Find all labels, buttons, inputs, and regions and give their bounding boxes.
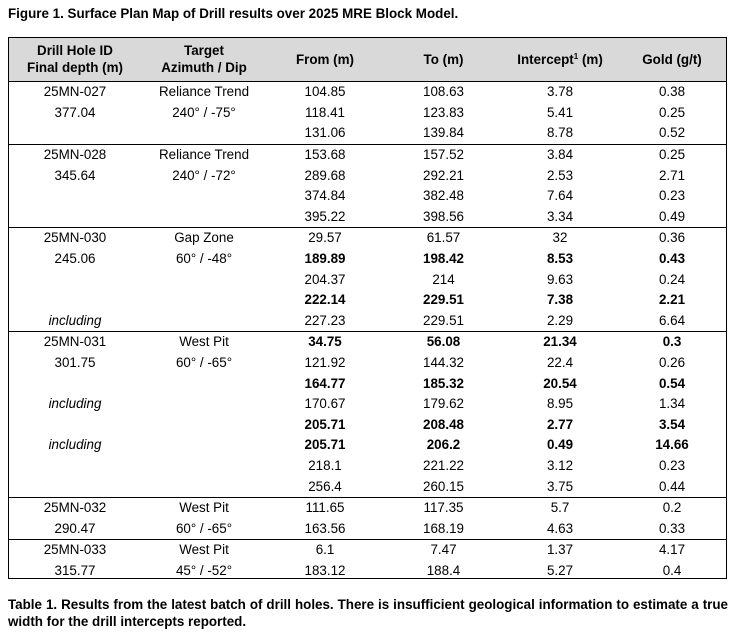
table-row: [8, 540, 727, 561]
target-cell: Reliance Trend: [158, 147, 250, 163]
header-drill-hole-line2: Final depth (m): [27, 60, 123, 75]
gold-cell: 0.4: [662, 562, 682, 578]
intercept-cell: 2.29: [546, 312, 574, 328]
to-cell: 61.57: [426, 230, 461, 246]
table-caption: Table 1. Results from the latest batch of drill holes. There is insufficient geological information to estimate a true width for the drill intercepts reported.: [8, 597, 728, 629]
figure-caption: Figure 1. Surface Plan Map of Drill results over 2025 MRE Block Model.: [8, 6, 459, 21]
table-row: [8, 332, 727, 353]
to-cell: 185.32: [423, 375, 464, 391]
table-row: [8, 353, 727, 374]
table-header-row: [8, 37, 727, 82]
drill-hole-cell: [8, 186, 142, 207]
target-cell: 60° / -48°: [175, 251, 233, 267]
from-cell: 170.67: [304, 396, 346, 412]
gold-cell: 0.52: [658, 125, 686, 141]
drill-hole-cell: 25MN-030: [43, 230, 107, 246]
header-gold: Gold (g/t): [617, 37, 727, 82]
target-cell: 240° / -72°: [172, 167, 236, 183]
gold-cell: 1.34: [658, 396, 686, 412]
from-cell: 131.06: [304, 125, 346, 141]
header-intercept: [503, 37, 617, 82]
table-row: [8, 186, 727, 207]
to-cell: 292.21: [423, 167, 464, 183]
from-cell: 256.4: [308, 478, 342, 494]
drill-hole-cell: including: [48, 396, 102, 412]
table-row: [8, 290, 727, 311]
intercept-cell: 5.41: [546, 104, 574, 120]
drill-hole-cell: 25MN-027: [43, 84, 107, 100]
to-cell: 144.32: [423, 355, 464, 371]
target-cell: 60° / -65°: [175, 355, 233, 371]
from-cell: 227.23: [304, 312, 346, 328]
to-cell: 229.51: [423, 312, 464, 328]
table-row: [8, 207, 727, 228]
from-cell: 29.57: [308, 230, 342, 246]
drill-hole-cell: 377.04: [54, 104, 96, 120]
from-cell: 374.84: [304, 188, 346, 204]
header-target-line2: Azimuth / Dip: [161, 60, 247, 75]
intercept-cell: 20.54: [543, 375, 577, 391]
drill-hole-cell: including: [48, 312, 102, 328]
target-cell: [142, 123, 266, 144]
hole-group: [8, 540, 727, 582]
to-cell: 179.62: [423, 396, 464, 412]
drill-hole-cell: 345.64: [54, 167, 96, 183]
target-cell: West Pit: [179, 500, 229, 516]
header-target: [142, 37, 266, 82]
table-row: [8, 123, 727, 144]
intercept-cell: 4.63: [546, 520, 574, 536]
target-cell: [142, 311, 266, 332]
hole-group: [8, 332, 727, 498]
to-cell: 260.15: [423, 478, 464, 494]
header-drill-hole: [8, 37, 142, 82]
table-row: [8, 476, 727, 497]
intercept-cell: 21.34: [543, 334, 577, 350]
drill-hole-cell: 301.75: [54, 355, 96, 371]
header-intercept-unit: (m): [578, 51, 603, 67]
gold-cell: 2.71: [658, 167, 686, 183]
intercept-cell: 3.12: [546, 457, 574, 473]
intercept-cell: 1.37: [546, 542, 574, 558]
table-row: [8, 228, 727, 249]
header-drill-hole-line1: Drill Hole ID: [37, 43, 113, 58]
from-cell: 205.71: [304, 437, 346, 453]
target-cell: [142, 373, 266, 394]
to-cell: 139.84: [423, 125, 464, 141]
table-row: [8, 435, 727, 456]
target-cell: Reliance Trend: [158, 84, 250, 100]
from-cell: 395.22: [304, 208, 346, 224]
gold-cell: 0.3: [662, 334, 682, 350]
table-row: [8, 249, 727, 270]
to-cell: 56.08: [426, 334, 461, 350]
drill-hole-cell: [8, 207, 142, 228]
to-cell: 157.52: [423, 147, 464, 163]
target-cell: [142, 435, 266, 456]
table-row: [8, 456, 727, 477]
gold-cell: 2.21: [658, 292, 686, 308]
to-cell: 117.35: [423, 500, 464, 516]
intercept-cell: 0.49: [546, 437, 574, 453]
gold-cell: 0.25: [658, 104, 686, 120]
drill-results-table: [8, 37, 727, 581]
drill-hole-cell: 290.47: [54, 520, 96, 536]
gold-cell: 0.33: [658, 520, 686, 536]
intercept-cell: 22.4: [546, 355, 574, 371]
target-cell: [142, 186, 266, 207]
to-cell: 168.19: [423, 520, 464, 536]
gold-cell: 0.43: [658, 251, 686, 267]
gold-cell: 6.64: [658, 312, 686, 328]
drill-hole-cell: [8, 456, 142, 477]
target-cell: [142, 415, 266, 436]
to-cell: 221.22: [423, 457, 464, 473]
from-cell: 118.41: [305, 104, 345, 120]
from-cell: 153.68: [304, 147, 346, 163]
intercept-cell: 5.27: [546, 562, 574, 578]
from-cell: 121.92: [304, 355, 346, 371]
intercept-cell: 9.63: [546, 271, 574, 287]
target-cell: 45° / -52°: [175, 562, 233, 578]
intercept-cell: 2.77: [546, 416, 574, 432]
from-cell: 204.37: [304, 271, 346, 287]
target-cell: [142, 394, 266, 415]
drill-hole-cell: [8, 290, 142, 311]
drill-hole-cell: [8, 476, 142, 497]
header-to: To (m): [384, 37, 503, 82]
to-cell: 198.42: [423, 251, 464, 267]
intercept-cell: 3.34: [546, 208, 574, 224]
intercept-cell: 32: [552, 230, 568, 246]
from-cell: 218.1: [308, 457, 342, 473]
header-target-line1: Target: [184, 43, 224, 58]
from-cell: 104.85: [304, 84, 346, 100]
header-from: From (m): [266, 37, 384, 82]
gold-cell: 14.66: [655, 437, 689, 453]
table-row: [8, 103, 727, 124]
intercept-cell: 8.53: [546, 251, 574, 267]
intercept-cell: 3.78: [546, 84, 574, 100]
to-cell: 398.56: [423, 208, 464, 224]
intercept-cell: 3.84: [546, 147, 574, 163]
target-cell: [142, 269, 266, 290]
drill-hole-cell: 25MN-028: [43, 147, 107, 163]
header-intercept-label: Intercept: [517, 51, 574, 67]
hole-group: [8, 82, 727, 145]
gold-cell: 0.44: [658, 478, 686, 494]
table-row: [8, 561, 727, 582]
hole-group: [8, 497, 727, 539]
gold-cell: 0.54: [658, 375, 686, 391]
drill-hole-cell: [8, 373, 142, 394]
drill-hole-cell: 245.06: [54, 251, 96, 267]
gold-cell: 0.24: [658, 271, 686, 287]
table-row: [8, 415, 727, 436]
drill-hole-cell: 25MN-032: [43, 500, 107, 516]
intercept-cell: 3.75: [546, 478, 574, 494]
from-cell: 34.75: [308, 334, 342, 350]
gold-cell: 0.25: [658, 147, 686, 163]
from-cell: 163.56: [304, 520, 346, 536]
intercept-cell: 5.7: [550, 500, 570, 516]
from-cell: 183.12: [304, 562, 346, 578]
hole-group: [8, 228, 727, 332]
drill-hole-cell: [8, 415, 142, 436]
from-cell: 189.89: [304, 251, 346, 267]
target-cell: 60° / -65°: [175, 520, 233, 536]
table-row: [8, 82, 727, 103]
to-cell: 7.47: [430, 542, 457, 558]
intercept-cell: 2.53: [546, 167, 574, 183]
target-cell: [142, 207, 266, 228]
table-row: [8, 311, 727, 332]
intercept-cell: 7.38: [546, 292, 574, 308]
gold-cell: 0.26: [658, 355, 686, 371]
hole-group: [8, 144, 727, 227]
from-cell: 222.14: [304, 292, 346, 308]
intercept-cell: 7.64: [546, 188, 574, 204]
to-cell: 382.48: [423, 188, 464, 204]
target-cell: Gap Zone: [174, 230, 234, 246]
gold-cell: 0.36: [658, 230, 686, 246]
from-cell: 164.77: [304, 375, 346, 391]
to-cell: 123.83: [423, 104, 464, 120]
table-row: [8, 518, 727, 539]
gold-cell: 3.54: [658, 416, 686, 432]
drill-hole-cell: [8, 123, 142, 144]
drill-hole-cell: 25MN-031: [43, 334, 107, 350]
from-cell: 205.71: [304, 416, 346, 432]
gold-cell: 0.49: [658, 208, 686, 224]
table-row: [8, 497, 727, 518]
to-cell: 229.51: [423, 292, 464, 308]
to-cell: 214: [432, 271, 455, 287]
drill-hole-cell: including: [48, 437, 102, 453]
to-cell: 188.4: [426, 562, 461, 578]
to-cell: 206.2: [426, 437, 461, 453]
from-cell: 111.65: [305, 500, 345, 516]
table-row: [8, 165, 727, 186]
gold-cell: 0.23: [658, 457, 686, 473]
table-row: [8, 144, 727, 165]
target-cell: West Pit: [179, 334, 229, 350]
to-cell: 108.63: [423, 84, 464, 100]
target-cell: [142, 476, 266, 497]
intercept-cell: 8.95: [546, 396, 574, 412]
to-cell: 208.48: [423, 416, 464, 432]
drill-hole-cell: 315.77: [54, 562, 96, 578]
target-cell: [142, 456, 266, 477]
table-row: [8, 373, 727, 394]
from-cell: 6.1: [315, 542, 335, 558]
drill-hole-cell: 25MN-033: [43, 542, 107, 558]
target-cell: West Pit: [179, 542, 229, 558]
gold-cell: 0.23: [658, 188, 686, 204]
gold-cell: 0.38: [658, 84, 686, 100]
table-row: [8, 394, 727, 415]
gold-cell: 0.2: [662, 500, 682, 516]
footnote-marker: 1: [573, 51, 579, 61]
gold-cell: 4.17: [658, 542, 686, 558]
target-cell: [142, 290, 266, 311]
from-cell: 289.68: [304, 167, 346, 183]
target-cell: 240° / -75°: [172, 104, 236, 120]
drill-hole-cell: [8, 269, 142, 290]
table-row: [8, 269, 727, 290]
intercept-cell: 8.78: [546, 125, 574, 141]
